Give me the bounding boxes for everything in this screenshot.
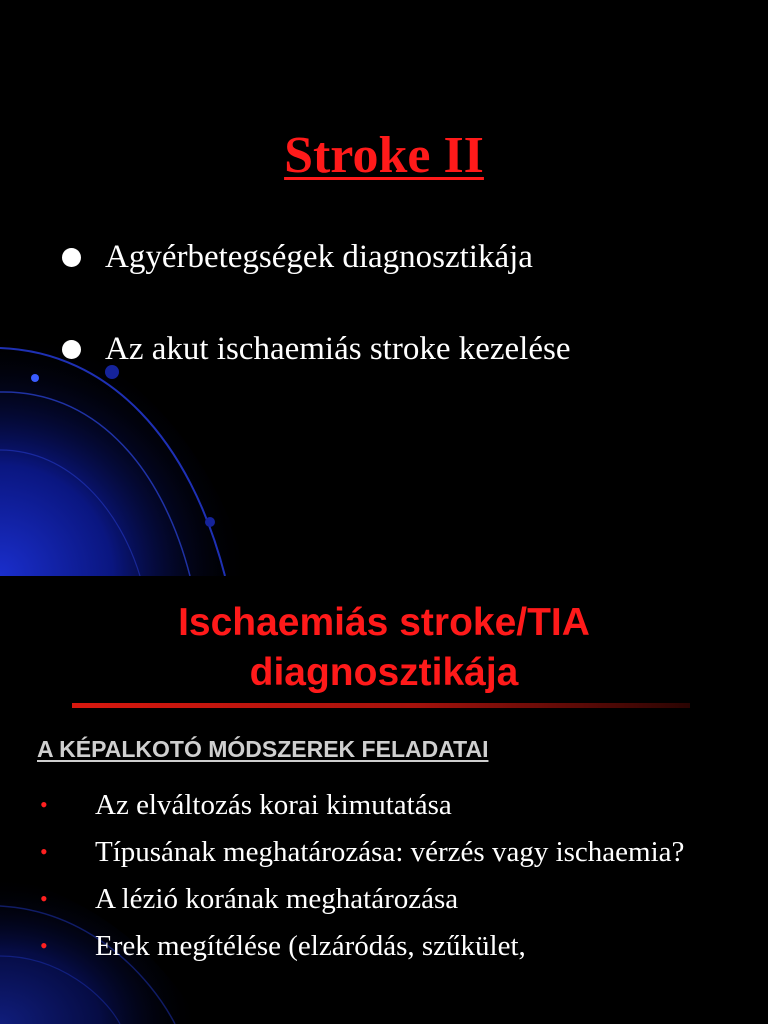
slide-2	[0, 576, 768, 1024]
section-heading: A KÉPALKOTÓ MÓDSZEREK FELADATAI	[37, 736, 489, 762]
list-item	[40, 927, 740, 965]
slide-title: Stroke II	[284, 127, 484, 184]
list-item-text: Agyérbetegségek diagnosztikája	[105, 238, 533, 275]
title-line-1: Ischaemiás stroke/TIA	[178, 601, 590, 644]
bullet-dot-icon	[62, 340, 81, 359]
list-item-text: Az elváltozás korai kimutatása	[95, 789, 452, 821]
title-line-2: diagnosztikája	[249, 651, 519, 694]
bullet-list	[40, 786, 740, 974]
list-item	[62, 234, 570, 280]
title-divider	[72, 703, 690, 708]
list-item	[62, 326, 570, 372]
list-item	[40, 880, 740, 918]
list-item-text: Az akut ischaemiás stroke kezelése	[105, 330, 571, 367]
bullet-marker: •	[40, 792, 48, 817]
list-item	[40, 786, 740, 824]
list-item-text: A lézió korának meghatározása	[95, 883, 459, 915]
bullet-dot-icon	[62, 248, 81, 267]
list-item	[40, 833, 740, 871]
slide-title	[0, 598, 768, 698]
bullet-marker: •	[40, 933, 48, 958]
list-item-text: Erek megítélése (elzáródás, szűkület,	[95, 930, 526, 962]
bullet-list	[62, 234, 570, 418]
bullet-marker: •	[40, 886, 48, 911]
bullet-marker: •	[40, 839, 48, 864]
list-item-text: Típusának meghatározása: vérzés vagy ischaemia?	[95, 836, 685, 868]
